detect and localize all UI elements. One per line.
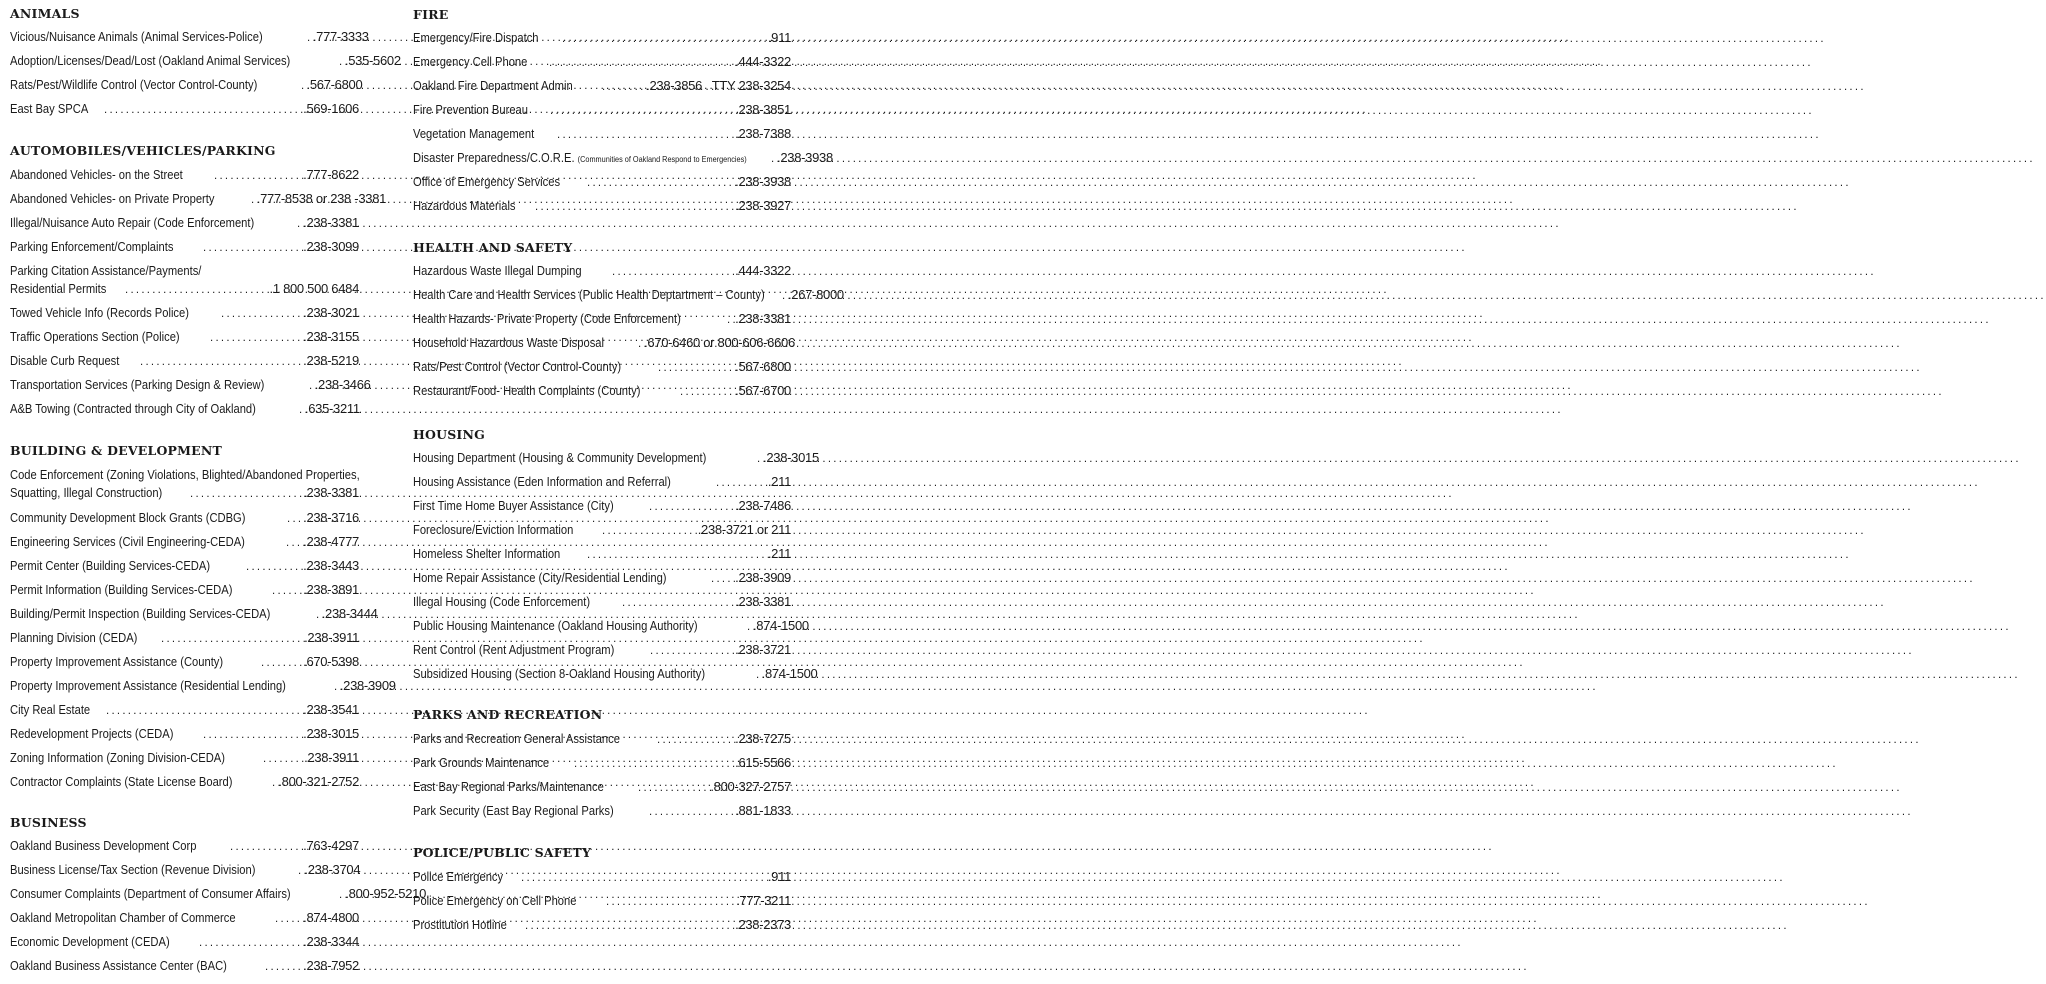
dot-leader bbox=[298, 861, 304, 879]
directory-entry bbox=[10, 376, 371, 394]
entry-name: Prostitution Hotline bbox=[413, 917, 507, 932]
dot-leader bbox=[221, 304, 299, 322]
directory-entry bbox=[10, 557, 359, 575]
directory-entry bbox=[413, 382, 791, 400]
entry-phone: .670-6460 or 800-606-6606 bbox=[644, 335, 795, 350]
entry-name: Property Improvement Assistance (Residential Lending) bbox=[10, 678, 286, 693]
entry-name: Housing Assistance (Eden Information and Referral) bbox=[413, 474, 671, 489]
entry-phone: .874-1500 bbox=[761, 666, 818, 681]
dot-leader bbox=[272, 581, 302, 599]
entry-name: City Real Estate bbox=[10, 702, 91, 717]
entry-phone: .444-3322 bbox=[735, 54, 791, 69]
section-heading: AUTOMOBILES/VEHICLES/PARKING bbox=[10, 143, 276, 158]
entry-phone: .615-5566 bbox=[735, 755, 791, 770]
directory-entry bbox=[413, 916, 791, 934]
entry-phone: .238-3381 bbox=[735, 311, 791, 326]
dot-leader bbox=[161, 629, 297, 647]
dot-leader bbox=[557, 125, 726, 143]
dot-leader bbox=[125, 280, 262, 298]
entry-name: Community Development Block Grants (CDBG) bbox=[10, 510, 246, 525]
dot-leader bbox=[246, 557, 301, 575]
dot-leader bbox=[638, 334, 644, 352]
dot-leader bbox=[521, 868, 756, 886]
directory-entry bbox=[10, 352, 359, 370]
entry-phone: .238-3099 bbox=[303, 239, 359, 254]
directory-entry bbox=[10, 214, 359, 232]
entry-name: Adoption/Licenses/Dead/Lost (Oakland Animal Services) bbox=[10, 53, 291, 68]
entry-name: First Time Home Buyer Assistance (City) bbox=[413, 498, 614, 513]
entry-phone: .238-3344 bbox=[303, 934, 359, 949]
entry-name: Rats/Pest Control (Vector Control-County) bbox=[413, 359, 622, 374]
directory-entry bbox=[10, 238, 359, 256]
directory-entry bbox=[10, 885, 426, 903]
entry-phone: .267-8000 bbox=[787, 287, 844, 302]
directory-entry bbox=[413, 77, 791, 95]
dot-leader bbox=[747, 617, 753, 635]
dot-leader bbox=[297, 214, 303, 232]
dot-leader bbox=[574, 754, 727, 772]
entry-name: Contractor Complaints (State License Board) bbox=[10, 774, 233, 789]
entry-phone: .238-3466 bbox=[314, 377, 371, 392]
section-heading: POLICE/PUBLIC SAFETY bbox=[413, 845, 592, 860]
entry-name: Oakland Business Assistance Center (BAC) bbox=[10, 958, 227, 973]
entry-name: Illegal/Nuisance Auto Repair (Code Enforcement) bbox=[10, 215, 255, 230]
entry-name: Abandoned Vehicles- on the Street bbox=[10, 167, 183, 182]
directory-entry bbox=[10, 581, 359, 599]
entry-name: Abandoned Vehicles- on Private Property bbox=[10, 191, 215, 206]
dot-leader bbox=[301, 76, 307, 94]
dot-leader bbox=[261, 653, 301, 671]
dot-leader bbox=[771, 149, 777, 167]
directory-entry bbox=[10, 190, 387, 208]
entry-name: Residential Permits bbox=[10, 281, 107, 296]
entry-name: Disable Curb Request bbox=[10, 353, 120, 368]
directory-entry bbox=[413, 29, 791, 47]
section-heading: PARKS AND RECREATION bbox=[413, 707, 603, 722]
entry-phone: .238-3716 bbox=[303, 510, 359, 525]
directory-entry bbox=[10, 861, 359, 879]
entry-name: Redevelopment Projects (CEDA) bbox=[10, 726, 174, 741]
entry-name: Transportation Services (Parking Design & Review) bbox=[10, 377, 265, 392]
entry-name: Emergency Cell Phone bbox=[413, 54, 528, 69]
entry-name: Oakland Business Development Corp bbox=[10, 838, 197, 853]
dot-leader bbox=[339, 52, 345, 70]
entry-phone: .777-8538 or 238 -3381 bbox=[256, 191, 387, 206]
entry-note: (Communities of Oakland Respond to Emergencies) bbox=[577, 154, 747, 164]
entry-name-line1: Parking Citation Assistance/Payments/ bbox=[10, 263, 202, 278]
entry-name: Towed Vehicle Info (Records Police) bbox=[10, 305, 189, 320]
entry-phone: .238-3909 bbox=[735, 570, 791, 585]
entry-name: Permit Center (Building Services-CEDA) bbox=[10, 558, 211, 573]
entry-phone: .635-3211 bbox=[304, 401, 360, 416]
entry-name: Subsidized Housing (Section 8-Oakland Housing Authority) bbox=[413, 666, 706, 681]
dot-leader bbox=[525, 916, 725, 934]
entry-phone: .238-5219 bbox=[303, 353, 359, 368]
dot-leader bbox=[203, 725, 298, 743]
entry-name: A&B Towing (Contracted through City of Oakland) bbox=[10, 401, 256, 416]
directory-entry bbox=[10, 749, 359, 767]
entry-name: Economic Development (CEDA) bbox=[10, 934, 170, 949]
dot-leader bbox=[638, 778, 707, 796]
entry-phone: .238-7486 bbox=[735, 498, 791, 513]
dot-leader bbox=[265, 957, 301, 975]
directory-entry bbox=[10, 28, 369, 46]
entry-phone: .881-1833 bbox=[735, 803, 791, 818]
dot-leader bbox=[190, 484, 297, 502]
entry-name: Office of Emergency Services bbox=[413, 174, 561, 189]
dot-leader bbox=[199, 933, 298, 951]
section-heading: HEALTH AND SAFETY bbox=[413, 240, 573, 255]
entry-phone: .238-3444 bbox=[321, 606, 378, 621]
dot-leader bbox=[612, 262, 729, 280]
dot-leader bbox=[316, 605, 322, 623]
entry-phone: .238-3443 bbox=[303, 558, 359, 573]
entry-phone: .238-3927 bbox=[735, 198, 791, 213]
entry-name: Health Hazards- Private Property (Code Enforcement) bbox=[413, 311, 681, 326]
entry-name: Oakland Metropolitan Chamber of Commerce bbox=[10, 910, 236, 925]
dot-leader bbox=[214, 166, 299, 184]
entry-phone: .238-3911 bbox=[304, 750, 359, 765]
entry-name: Restaurant/Food- Health Complaints (County) bbox=[413, 383, 641, 398]
entry-name: Police Emergency on Cell Phone bbox=[413, 893, 577, 908]
directory-entry bbox=[10, 52, 401, 70]
dot-leader bbox=[562, 29, 758, 47]
directory-entry bbox=[10, 262, 359, 298]
section-heading: HOUSING bbox=[413, 427, 485, 442]
entry-name: Hazardous Waste Illegal Dumping bbox=[413, 263, 582, 278]
entry-name: Parking Enforcement/Complaints bbox=[10, 239, 174, 254]
section-heading: BUSINESS bbox=[10, 815, 87, 830]
entry-phone: .535-5602 bbox=[344, 53, 401, 68]
dot-leader bbox=[650, 641, 731, 659]
directory-entry bbox=[413, 665, 818, 683]
directory-entry bbox=[413, 473, 791, 491]
entry-phone: .211 bbox=[767, 474, 791, 489]
entry-name: Traffic Operations Section (Police) bbox=[10, 329, 180, 344]
entry-phone: .800-321-2752 bbox=[278, 774, 359, 789]
entry-name: Homeless Shelter Information bbox=[413, 546, 561, 561]
directory-entry bbox=[413, 802, 791, 820]
entry-phone: .238-4777 bbox=[303, 534, 359, 549]
directory-entry bbox=[413, 617, 809, 635]
directory-entry bbox=[10, 933, 359, 951]
entry-phone: .238-3938 bbox=[777, 150, 833, 165]
directory-entry bbox=[10, 76, 363, 94]
directory-entry bbox=[413, 497, 791, 515]
dot-leader bbox=[203, 238, 298, 256]
entry-name: Parks and Recreation General Assistance bbox=[413, 731, 620, 746]
entry-name-line1: Code Enforcement (Zoning Violations, Blighted/Abandoned Properties, bbox=[10, 467, 360, 482]
dot-leader bbox=[299, 400, 305, 418]
entry-name: Building/Permit Inspection (Building Services-CEDA) bbox=[10, 606, 271, 621]
entry-phone: .800-952-5210 bbox=[345, 886, 426, 901]
entry-name: East Bay Regional Parks/Maintenance bbox=[413, 779, 604, 794]
entry-phone: .238-3911 bbox=[304, 630, 359, 645]
dot-leader bbox=[727, 310, 734, 328]
dot-leader bbox=[716, 473, 765, 491]
entry-name: Oakland Fire Department Admin bbox=[413, 78, 573, 93]
directory-entry bbox=[413, 310, 791, 328]
entry-phone: .238-7952 bbox=[303, 958, 359, 973]
directory-entry bbox=[413, 868, 791, 886]
directory-entry bbox=[10, 328, 359, 346]
dot-leader bbox=[272, 773, 278, 791]
entry-name: Foreclosure/Eviction Information bbox=[413, 522, 574, 537]
entry-phone: .569-1606 bbox=[303, 101, 359, 116]
directory-entry bbox=[10, 629, 359, 647]
entry-phone: .911 bbox=[767, 30, 791, 45]
directory-entry bbox=[413, 754, 791, 772]
dot-leader bbox=[334, 677, 340, 695]
directory-entry bbox=[10, 304, 359, 322]
directory-entry bbox=[10, 605, 378, 623]
entry-phone: .238-3891 bbox=[303, 582, 359, 597]
dot-leader bbox=[263, 749, 302, 767]
dot-leader bbox=[782, 286, 788, 304]
directory-entry bbox=[413, 53, 791, 71]
entry-name: Property Improvement Assistance (County) bbox=[10, 654, 224, 669]
dot-leader bbox=[287, 509, 303, 527]
entry-name: Consumer Complaints (Department of Consumer Affairs) bbox=[10, 886, 291, 901]
entry-phone: .238-7275 bbox=[735, 731, 791, 746]
entry-phone: .800-327-2757 bbox=[710, 779, 791, 794]
dot-leader bbox=[307, 28, 313, 46]
dot-leader bbox=[230, 837, 300, 855]
dot-leader bbox=[286, 533, 302, 551]
entry-name: Rent Control (Rent Adjustment Program) bbox=[413, 642, 615, 657]
entry-phone: .444-3322 bbox=[735, 263, 791, 278]
entry-phone: .238-3021 bbox=[303, 305, 359, 320]
entry-phone: .763-4297 bbox=[303, 838, 359, 853]
entry-name: Public Housing Maintenance (Oakland Housing Authority) bbox=[413, 618, 698, 633]
dot-leader bbox=[587, 173, 728, 191]
entry-phone: .670-5398 bbox=[303, 654, 359, 669]
entry-name: Police Emergency bbox=[413, 869, 504, 884]
directory-entry bbox=[413, 449, 819, 467]
entry-phone: .238-3704 bbox=[304, 862, 361, 877]
dot-leader bbox=[649, 802, 730, 820]
dot-leader bbox=[680, 382, 732, 400]
entry-name: Housing Department (Housing & Community Development) bbox=[413, 450, 707, 465]
entry-name: Rats/Pest/Wildlife Control (Vector Control-County) bbox=[10, 77, 258, 92]
entry-name: Health Care and Health Services (Public Health Deptartment – County) bbox=[413, 287, 765, 302]
entry-name: Zoning Information (Zoning Division-CEDA) bbox=[10, 750, 225, 765]
directory-entry bbox=[10, 957, 359, 975]
directory-entry bbox=[413, 778, 791, 796]
entry-name bbox=[413, 149, 747, 168]
directory-entry bbox=[10, 725, 359, 743]
entry-phone: .874-1500 bbox=[752, 618, 809, 633]
directory-entry bbox=[10, 773, 359, 791]
dot-leader bbox=[549, 53, 726, 71]
entry-name: East Bay SPCA bbox=[10, 101, 89, 116]
directory-entry bbox=[413, 149, 833, 168]
entry-name: Household Hazardous Waste Disposal bbox=[413, 335, 604, 350]
directory-entry bbox=[413, 521, 791, 539]
directory-entry bbox=[10, 100, 359, 118]
dot-leader bbox=[106, 701, 293, 719]
dot-leader bbox=[275, 909, 301, 927]
directory-entry bbox=[413, 892, 791, 910]
dot-leader bbox=[622, 593, 730, 611]
directory-entry bbox=[413, 730, 791, 748]
entry-name: Illegal Housing (Code Enforcement) bbox=[413, 594, 591, 609]
dot-leader bbox=[606, 892, 730, 910]
dot-leader bbox=[104, 100, 293, 118]
entry-phone: .238-3721 bbox=[735, 642, 791, 657]
directory-entry bbox=[10, 677, 396, 695]
dot-leader bbox=[657, 730, 732, 748]
entry-phone: .911 bbox=[767, 869, 791, 884]
entry-phone: .238-3851 bbox=[735, 102, 791, 117]
dot-leader bbox=[210, 328, 298, 346]
entry-name: Vegetation Management bbox=[413, 126, 535, 141]
entry-phone: .211 bbox=[767, 546, 791, 561]
entry-phone: .238-3856 TTY 238-3254 bbox=[646, 78, 791, 93]
entry-phone: .567-6800 bbox=[306, 77, 363, 92]
directory-entry bbox=[413, 358, 791, 376]
entry-phone: .238-3155 bbox=[303, 329, 359, 344]
entry-name: Squatting, Illegal Construction) bbox=[10, 485, 163, 500]
dot-leader bbox=[602, 77, 644, 95]
dot-leader bbox=[550, 101, 726, 119]
directory-entry bbox=[10, 166, 359, 184]
entry-name: Home Repair Assistance (City/Residential Lending) bbox=[413, 570, 667, 585]
entry-phone: .238-3541 bbox=[303, 702, 359, 717]
directory-entry bbox=[10, 400, 359, 418]
section-heading: ANIMALS bbox=[10, 6, 80, 21]
section-heading: FIRE bbox=[413, 7, 449, 22]
entry-phone: .238-3015 bbox=[303, 726, 359, 741]
entry-name: Planning Division (CEDA) bbox=[10, 630, 138, 645]
entry-phone: .238-3721 or 211 bbox=[697, 522, 791, 537]
directory-entry bbox=[10, 909, 359, 927]
directory-entry bbox=[413, 286, 844, 304]
directory-entry bbox=[413, 197, 791, 215]
dot-leader bbox=[658, 358, 731, 376]
entry-name-main: Disaster Preparedness/C.O.R.E. bbox=[413, 150, 575, 165]
directory-entry bbox=[413, 641, 791, 659]
entry-phone: .238-3381 bbox=[303, 485, 359, 500]
dot-leader bbox=[535, 197, 725, 215]
entry-phone: .567-6800 bbox=[735, 359, 791, 374]
entry-phone: .238-3381 bbox=[735, 594, 791, 609]
entry-phone: .238-3938 bbox=[735, 174, 791, 189]
entry-name: Permit Information (Building Services-CEDA) bbox=[10, 582, 233, 597]
entry-name: Fire Prevention Bureau bbox=[413, 102, 528, 117]
entry-name: Engineering Services (Civil Engineering-CEDA) bbox=[10, 534, 245, 549]
dot-leader bbox=[140, 352, 295, 370]
dot-leader bbox=[587, 545, 759, 563]
directory-entry bbox=[413, 125, 791, 143]
entry-phone: .777-3211 bbox=[736, 893, 791, 908]
directory-entry bbox=[10, 509, 359, 527]
entry-name: Emergency/Fire Dispatch bbox=[413, 30, 539, 45]
directory-entry bbox=[413, 334, 795, 352]
dot-leader bbox=[602, 521, 693, 539]
dot-leader bbox=[339, 885, 345, 903]
entry-phone: .238-2373 bbox=[735, 917, 791, 932]
directory-entry bbox=[413, 593, 791, 611]
directory-entry bbox=[10, 653, 359, 671]
entry-name: Hazardous Materials bbox=[413, 198, 516, 213]
entry-name: Park Grounds Maintenance bbox=[413, 755, 550, 770]
dot-leader bbox=[309, 376, 315, 394]
directory-entry bbox=[10, 533, 359, 551]
entry-phone: .238-7388 bbox=[735, 126, 791, 141]
entry-name: Vicious/Nuisance Animals (Animal Services-Police) bbox=[10, 29, 263, 44]
directory-entry bbox=[413, 569, 791, 587]
directory-entry bbox=[413, 545, 791, 563]
directory-entry bbox=[10, 701, 359, 719]
dot-leader bbox=[757, 449, 763, 467]
directory-entry bbox=[10, 466, 359, 502]
directory-entry bbox=[413, 173, 791, 191]
entry-phone: .777-8622 bbox=[303, 167, 359, 182]
entry-phone: .1 800 500 6484 bbox=[269, 281, 359, 296]
dot-leader bbox=[251, 190, 257, 208]
dot-leader bbox=[756, 665, 762, 683]
section-heading: BUILDING & DEVELOPMENT bbox=[10, 443, 223, 458]
entry-phone: .874-4800 bbox=[303, 910, 359, 925]
entry-name: Park Security (East Bay Regional Parks) bbox=[413, 803, 614, 818]
directory-entry bbox=[413, 262, 791, 280]
dot-leader bbox=[711, 569, 734, 587]
directory-entry bbox=[413, 101, 791, 119]
directory-entry bbox=[10, 837, 359, 855]
entry-phone: .238-3909 bbox=[339, 678, 396, 693]
entry-phone: .567-6700 bbox=[735, 383, 791, 398]
entry-phone: .238-3381 bbox=[303, 215, 359, 230]
entry-phone: .777-3333 bbox=[312, 29, 369, 44]
dot-leader bbox=[649, 497, 731, 515]
entry-name: Business License/Tax Section (Revenue Division) bbox=[10, 862, 256, 877]
entry-phone: .238-3015 bbox=[763, 450, 819, 465]
